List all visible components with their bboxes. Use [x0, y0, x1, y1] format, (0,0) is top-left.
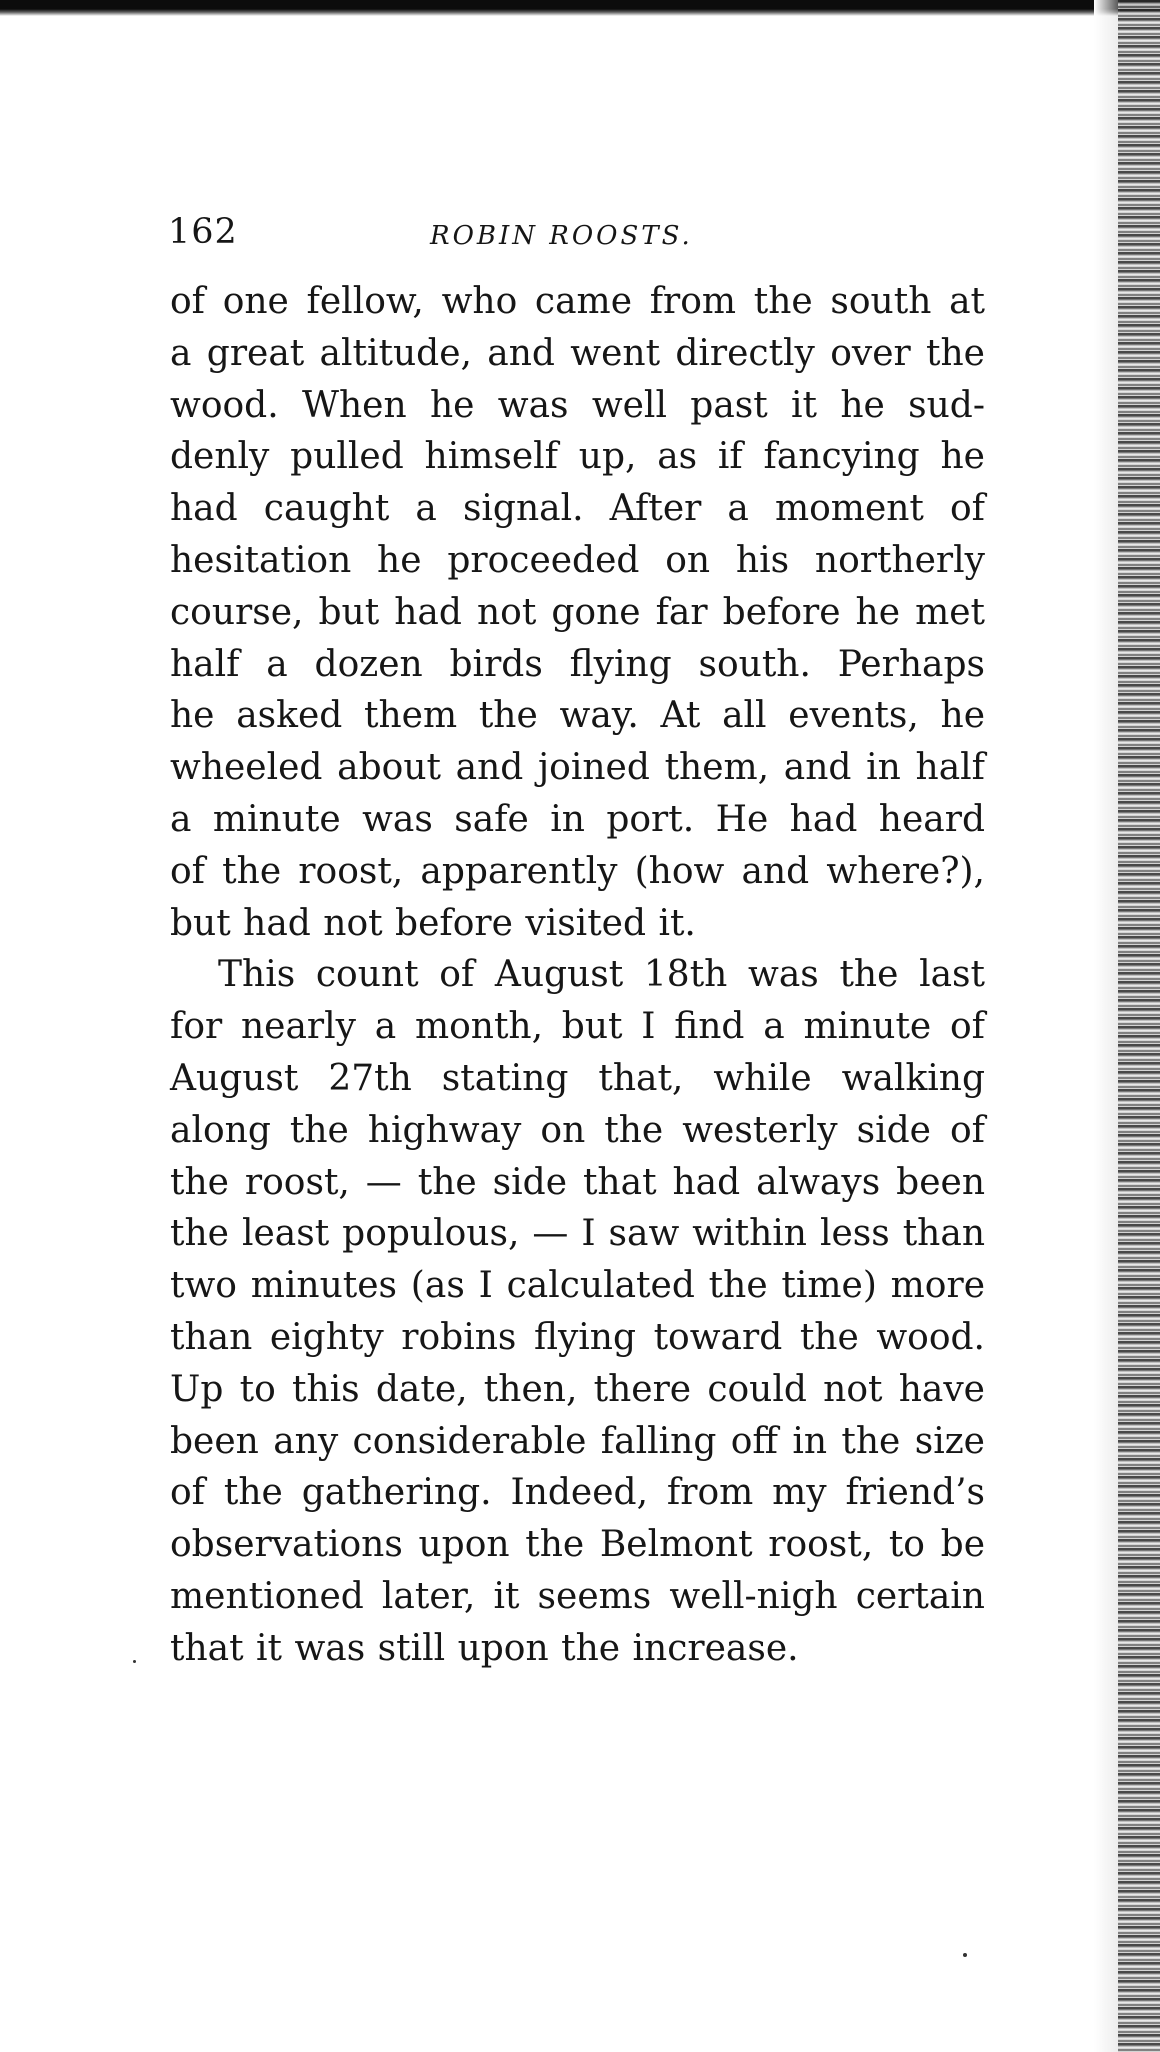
text-line: wheeled about and joined them, and in half: [170, 747, 985, 789]
body-text: [170, 276, 985, 1675]
text-line: course, but had not gone far before he met: [170, 591, 985, 633]
text-line: of the gathering. Indeed, from my friend’s: [170, 1472, 985, 1514]
paragraph-1: [170, 276, 985, 949]
text-line: been any considerable falling off in the size: [170, 1420, 985, 1462]
ink-speck: [963, 1953, 967, 1957]
text-line: had caught a signal. After a moment of: [170, 488, 985, 530]
page-edge-scan-noise: [1118, 0, 1160, 2052]
text-line: of one fellow, who came from the south at: [170, 281, 985, 322]
text-line: a minute was safe in port. He had heard: [170, 798, 985, 840]
text-line: that it was still upon the increase.: [170, 1627, 799, 1669]
page-top-shadow: [0, 0, 1160, 16]
text-line: the least populous, — I saw within less than: [170, 1213, 985, 1255]
running-head: ROBIN ROOSTS.: [430, 221, 693, 251]
text-line: August 27th stating that, while walking: [170, 1057, 985, 1099]
page-gutter-fade: [1094, 0, 1120, 2052]
text-line: along the highway on the westerly side of: [170, 1109, 985, 1151]
text-line: than eighty robins flying toward the wood.: [170, 1316, 985, 1358]
text-line: for nearly a month, but I find a minute of: [170, 1006, 985, 1048]
text-line: This count of August 18th was the last: [218, 954, 985, 996]
text-line: wood. When he was well past it he sud-: [170, 384, 985, 426]
text-line: mentioned later, it seems well-nigh certain: [170, 1575, 985, 1617]
text-line: of the roost, apparently (how and where?),: [170, 850, 985, 892]
ink-speck: [133, 1660, 136, 1663]
text-line: half a dozen birds flying south. Perhaps: [170, 643, 985, 685]
text-line: but had not before visited it.: [170, 902, 696, 944]
text-line: denly pulled himself up, as if fancying he: [170, 436, 985, 478]
text-line: Up to this date, then, there could not have: [170, 1368, 985, 1410]
paragraph-2: [170, 949, 985, 1674]
text-line: a great altitude, and went directly over the: [170, 332, 985, 374]
text-line: the roost, — the side that had always been: [170, 1161, 985, 1203]
text-line: he asked them the way. At all events, he: [170, 695, 985, 737]
text-line: hesitation he proceeded on his northerly: [170, 539, 985, 581]
page-header: [168, 205, 983, 259]
text-line: observations upon the Belmont roost, to be: [170, 1524, 985, 1566]
page-number: 162: [168, 212, 238, 252]
text-line: two minutes (as I calculated the time) more: [170, 1265, 985, 1307]
